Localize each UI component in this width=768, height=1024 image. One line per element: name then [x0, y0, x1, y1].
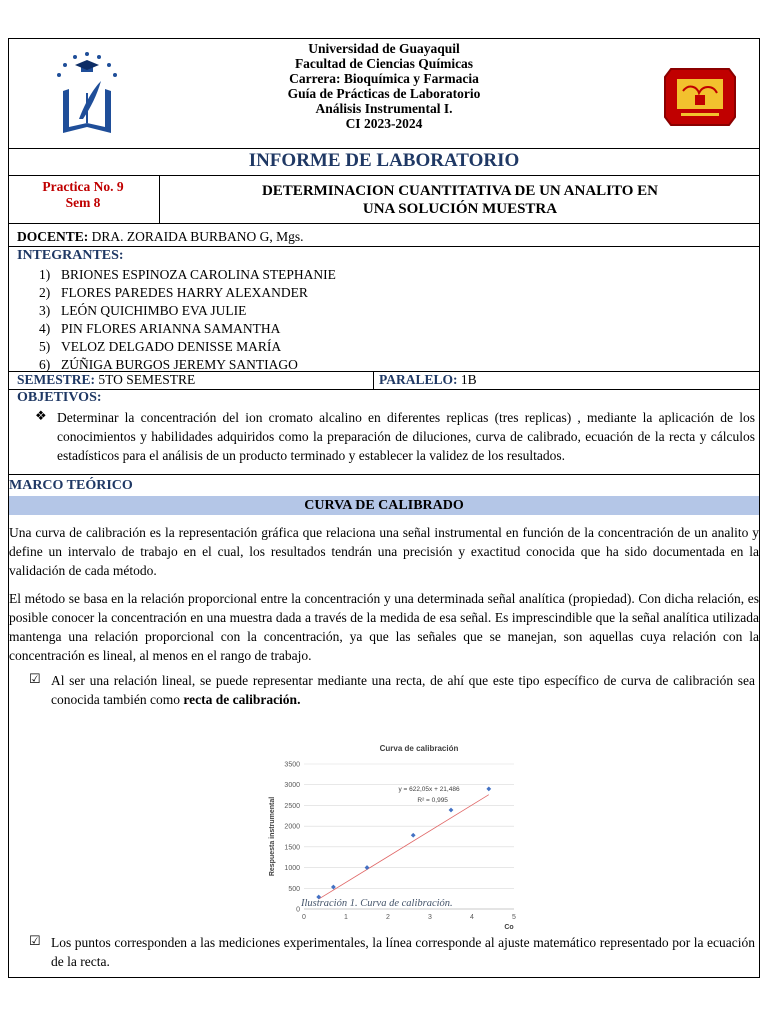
practice-number — [9, 179, 157, 211]
item-number: 6) — [39, 357, 51, 372]
divider — [9, 223, 759, 224]
x-axis-label: Co — [504, 924, 514, 931]
item-number: 3) — [39, 303, 51, 318]
item-number: 4) — [39, 321, 51, 336]
parallel-label: PARALELO: — [379, 372, 458, 387]
header-line: Universidad de Guayaquil — [308, 41, 460, 56]
checkbox-icon: ☑ — [29, 671, 41, 686]
member-name: FLORES PAREDES HARRY ALEXANDER — [61, 285, 308, 300]
semester-row — [17, 372, 195, 388]
list-item — [39, 284, 336, 302]
member-name: VELOZ DELGADO DENISSE MARÍA — [61, 339, 282, 354]
check-text-bold: recta de calibración. — [183, 692, 301, 707]
divider — [9, 148, 759, 149]
member-name: LEÓN QUICHIMBO EVA JULIE — [61, 303, 247, 318]
objectives-heading: OBJETIVOS: — [17, 390, 102, 405]
x-tick-label: 0 — [302, 914, 306, 921]
report-title: INFORME DE LABORATORIO — [248, 150, 520, 171]
parallel-row — [379, 372, 477, 388]
university-logo — [49, 45, 125, 141]
data-point — [449, 808, 454, 813]
chart-title: Curva de calibración — [379, 744, 459, 753]
x-tick-label: 3 — [428, 914, 432, 921]
divider — [373, 371, 374, 389]
faculty-seal — [661, 61, 739, 133]
y-tick-label: 2500 — [284, 802, 300, 810]
data-point — [486, 786, 491, 791]
header-line: Análisis Instrumental I. — [315, 101, 453, 116]
x-tick-label: 2 — [386, 914, 390, 921]
report-frame — [8, 38, 760, 978]
header-line: Carrera: Bioquímica y Farmacia — [289, 71, 479, 86]
check-item-text — [51, 671, 755, 709]
check-item-text: Los puntos corresponden a las mediciones experimentales, la línea corresponde al ajuste matemático representado por la ecuación de la recta. — [51, 935, 755, 969]
y-tick-label: 1500 — [284, 844, 300, 852]
figure-caption: Ilustración 1. Curva de calibración. — [301, 898, 453, 909]
x-tick-label: 5 — [512, 914, 516, 921]
semester-value: 5TO SEMESTRE — [98, 372, 196, 387]
r2-label: R² = 0,995 — [417, 797, 448, 805]
practice-label: Practica No. 9 — [42, 179, 124, 194]
data-point — [365, 865, 370, 870]
item-number: 1) — [39, 267, 51, 282]
item-number: 2) — [39, 285, 51, 300]
list-item — [39, 266, 336, 284]
item-number: 5) — [39, 339, 51, 354]
objectives-text: Determinar la concentración del ion cromato alcalino en diferentes replicas (tres replicas) , mediante la aplicación de los conocimientos y habilidades adquiridos como la preparación de diluciones, curva de calibrado, ecuación de la recta y cálculos estadísticos para el análisis de un producto terminado y establecer la validez de los resultados. — [57, 410, 755, 463]
members-heading: INTEGRANTES: — [17, 248, 124, 263]
equation-label: y = 622,05x + 21,486 — [398, 785, 460, 793]
teacher-label: DOCENTE: — [17, 229, 89, 244]
divider — [9, 389, 759, 390]
x-tick-label: 1 — [344, 914, 348, 921]
members-list — [39, 266, 336, 374]
header-line: Facultad de Ciencias Químicas — [294, 56, 474, 71]
list-item — [39, 320, 336, 338]
member-name: ZÚÑIGA BURGOS JEREMY SANTIAGO — [61, 357, 298, 372]
y-tick-label: 0 — [296, 906, 300, 914]
member-name: PIN FLORES ARIANNA SAMANTHA — [61, 321, 281, 336]
y-tick-label: 3000 — [284, 782, 300, 790]
y-tick-label: 3500 — [284, 761, 300, 769]
divider — [9, 246, 759, 247]
header-line: Guía de Prácticas de Laboratorio — [287, 86, 481, 101]
teacher-row — [17, 229, 304, 245]
x-tick-label: 4 — [470, 914, 474, 921]
week-label: Sem 8 — [65, 195, 101, 210]
header-line: CI 2023-2024 — [345, 116, 423, 131]
check-text: Al ser una relación lineal, se puede representar mediante una recta, de ahí que este tipo específico de curva de calibración sea conocida también como — [51, 673, 755, 707]
practice-title-line: UNA SOLUCIÓN MUESTRA — [362, 201, 558, 217]
teacher-name: DRA. ZORAIDA BURBANO G, Mgs. — [91, 229, 304, 244]
theory-heading: MARCO TEÓRICO — [9, 478, 133, 493]
section-title: CURVA DE CALIBRADO — [9, 496, 759, 515]
divider — [9, 474, 759, 475]
practice-title-line: DETERMINACION CUANTITATIVA DE UN ANALITO EN — [261, 183, 659, 199]
list-item — [39, 338, 336, 356]
checkbox-icon: ☑ — [29, 933, 41, 948]
divider — [9, 175, 759, 176]
parallel-value: 1B — [460, 372, 477, 387]
divider — [159, 175, 160, 223]
diamond-bullet-icon: ❖ — [35, 408, 47, 423]
paragraph: Una curva de calibración es la representación gráfica que relaciona una señal instrumental en función de la concentración de un analito y define un intervalo de trabajo en el cual, los resultados tendrán una precisión y exactitud conocida que ha sido documentada en la validación de cada método. — [9, 525, 759, 578]
list-item — [39, 302, 336, 320]
semester-label: SEMESTRE: — [17, 372, 96, 387]
practice-title — [161, 182, 759, 218]
member-name: BRIONES ESPINOZA CAROLINA STEPHANIE — [61, 267, 336, 282]
data-point — [411, 833, 416, 838]
y-tick-label: 2000 — [284, 823, 300, 831]
y-tick-label: 1000 — [284, 865, 300, 873]
y-axis-label: Respuesta instrumental — [269, 796, 276, 877]
header-text — [209, 41, 559, 131]
y-tick-label: 500 — [288, 885, 300, 893]
calibration-chart — [264, 739, 524, 931]
paragraph: El método se basa en la relación proporcional entre la concentración y una determinada señal analítica (propiedad). Con dicha relación, es posible conocer la concentración en una muestra dada a través de la medida de esa señal. Es imprescindible que la señal analítica utilizada mantenga una relación proporcional con la concentración, ya que las señales que se manejan, son aquellas cuya relación con la concentración es lineal, al menos en el rango de trabajo. — [9, 591, 759, 663]
